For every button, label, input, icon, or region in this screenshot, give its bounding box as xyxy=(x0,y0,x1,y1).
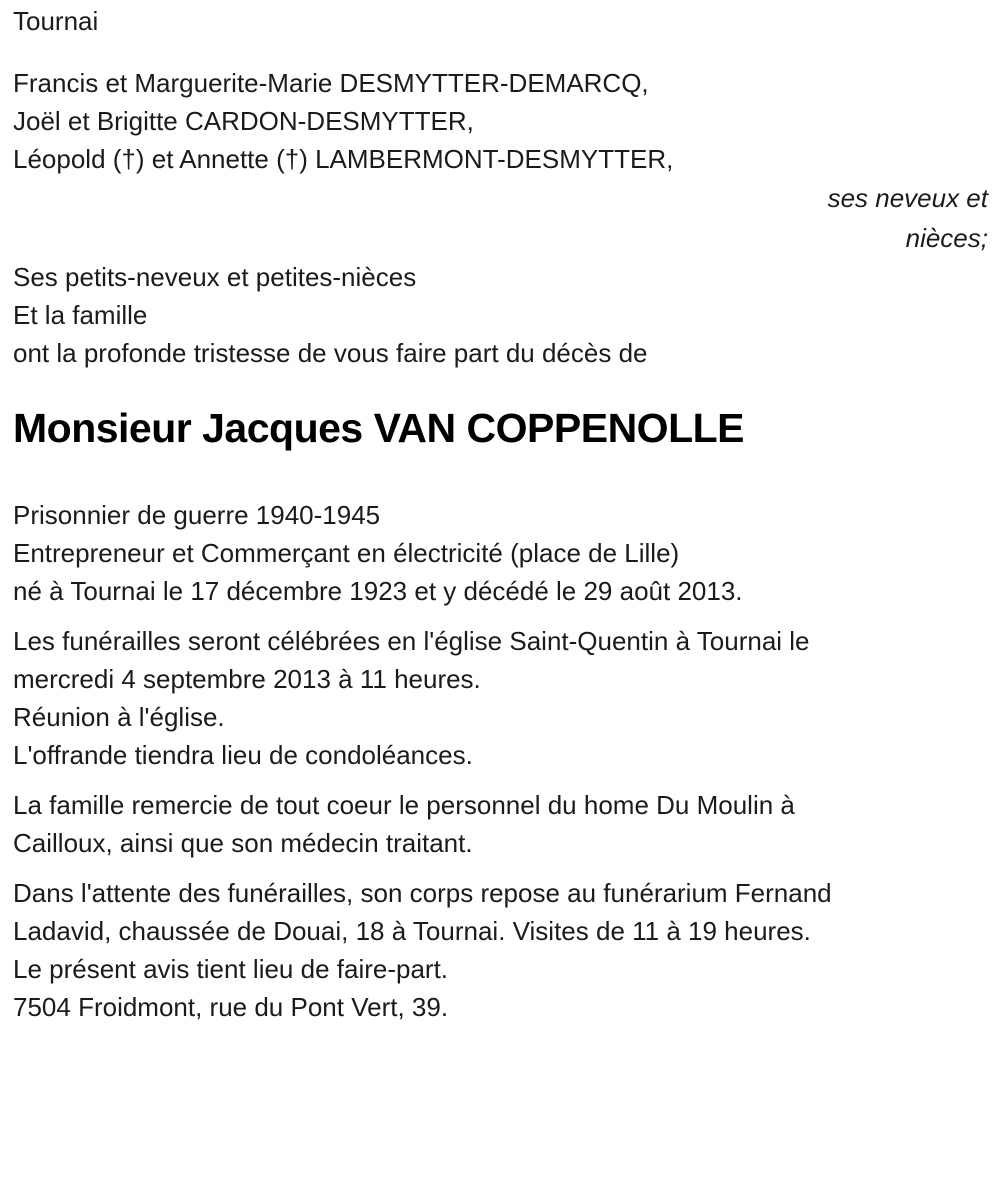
thanks-line: Cailloux, ainsi que son médecin traitant. xyxy=(13,828,473,858)
deceased-title-line: Entrepreneur et Commerçant en électricité (place de Lille) xyxy=(13,538,680,568)
repose-paragraph xyxy=(13,874,988,950)
other-mourners-block xyxy=(13,258,988,334)
address-line: 7504 Froidmont, rue du Pont Vert, 39. xyxy=(13,992,449,1022)
funeral-paragraph xyxy=(13,622,988,698)
mourners-line: Ses petits-neveux et petites-nièces xyxy=(13,262,417,292)
repose-line: Dans l'attente des funérailles, son corps repose au funérarium Fernand xyxy=(13,878,832,908)
life-dates-line: né à Tournai le 17 décembre 1923 et y décédé le 29 août 2013. xyxy=(13,576,743,606)
notice-statement-line: Le présent avis tient lieu de faire-part. xyxy=(13,954,449,984)
city-line: Tournai xyxy=(13,6,99,36)
relatives-block xyxy=(13,64,988,178)
thanks-line: La famille remercie de tout coeur le personnel du home Du Moulin à xyxy=(13,790,795,820)
relationship-line: nièces; xyxy=(905,223,988,253)
deceased-title-line: Prisonnier de guerre 1940-1945 xyxy=(13,500,381,530)
deceased-name-headline: Monsieur Jacques VAN COPPENOLLE xyxy=(13,405,745,451)
relationship-note xyxy=(13,178,988,258)
repose-line: Ladavid, chaussée de Douai, 18 à Tournai. Visites de 11 à 19 heures. xyxy=(13,916,811,946)
meeting-line: Réunion à l'église. xyxy=(13,702,225,732)
funeral-line: mercredi 4 septembre 2013 à 11 heures. xyxy=(13,664,481,694)
thanks-paragraph xyxy=(13,786,988,862)
funeral-line: Les funérailles seront célébrées en l'église Saint-Quentin à Tournai le xyxy=(13,626,810,656)
deceased-titles-block xyxy=(13,496,988,572)
announcement-line: ont la profonde tristesse de vous faire part du décès de xyxy=(13,338,648,368)
relationship-line: ses neveux et xyxy=(827,183,988,213)
relative-line: Joël et Brigitte CARDON-DESMYTTER, xyxy=(13,106,474,136)
relative-line: Léopold (†) et Annette (†) LAMBERMONT-DESMYTTER, xyxy=(13,144,674,174)
mourners-line: Et la famille xyxy=(13,300,148,330)
relative-line: Francis et Marguerite-Marie DESMYTTER-DEMARCQ, xyxy=(13,68,649,98)
offering-line: L'offrande tiendra lieu de condoléances. xyxy=(13,740,473,770)
